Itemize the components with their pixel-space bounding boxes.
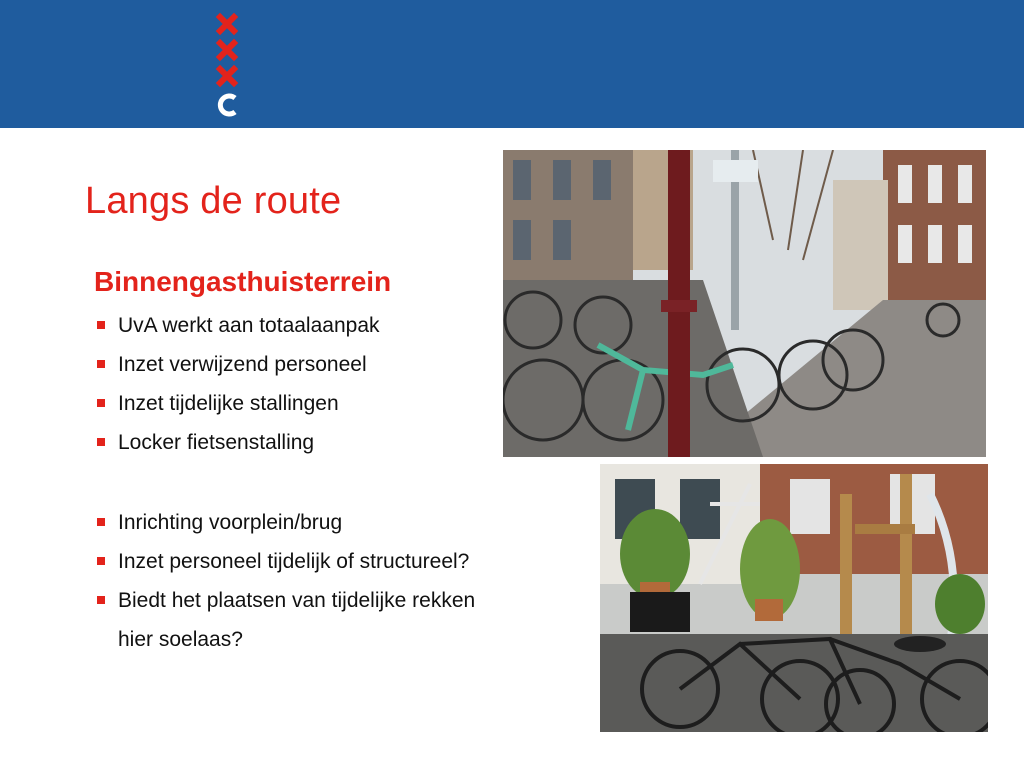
header-band <box>0 0 1024 128</box>
bullet-text: Biedt het plaatsen van tijdelijke rekken <box>118 589 476 612</box>
bullet-marker <box>97 518 105 526</box>
courtyard-bicycles-photo <box>600 464 988 732</box>
bullet-text: Inzet personeel tijdelijk of structureel? <box>118 550 470 573</box>
bullet-marker <box>97 596 105 604</box>
slide-subtitle: Binnengasthuisterrein <box>94 266 392 297</box>
bullet-text: Inrichting voorplein/brug <box>118 511 343 534</box>
bullet-marker <box>97 557 105 565</box>
list-item <box>94 503 475 542</box>
bullet-text: Locker fietsenstalling <box>118 431 315 454</box>
list-item <box>94 542 475 581</box>
list-item <box>94 581 475 620</box>
slide-title: Langs de route <box>85 180 342 222</box>
street-bicycles-photo <box>503 150 986 457</box>
bullet-marker <box>97 360 105 368</box>
list-item <box>94 306 475 345</box>
list-item <box>94 384 475 423</box>
list-item <box>94 345 475 384</box>
list-item-continuation <box>94 620 475 659</box>
bullet-marker <box>97 438 105 446</box>
list-item <box>94 423 475 462</box>
bullet-text: Inzet verwijzend personeel <box>118 353 367 376</box>
amsterdam-xxx-logo-icon <box>211 10 243 120</box>
bullet-marker <box>97 399 105 407</box>
bullet-text: UvA werkt aan totaalaanpak <box>118 314 380 337</box>
bullet-text: hier soelaas? <box>118 628 243 651</box>
bullet-marker <box>97 321 105 329</box>
bullet-text: Inzet tijdelijke stallingen <box>118 392 339 415</box>
list-spacer <box>94 462 475 503</box>
bullet-list <box>94 306 475 659</box>
